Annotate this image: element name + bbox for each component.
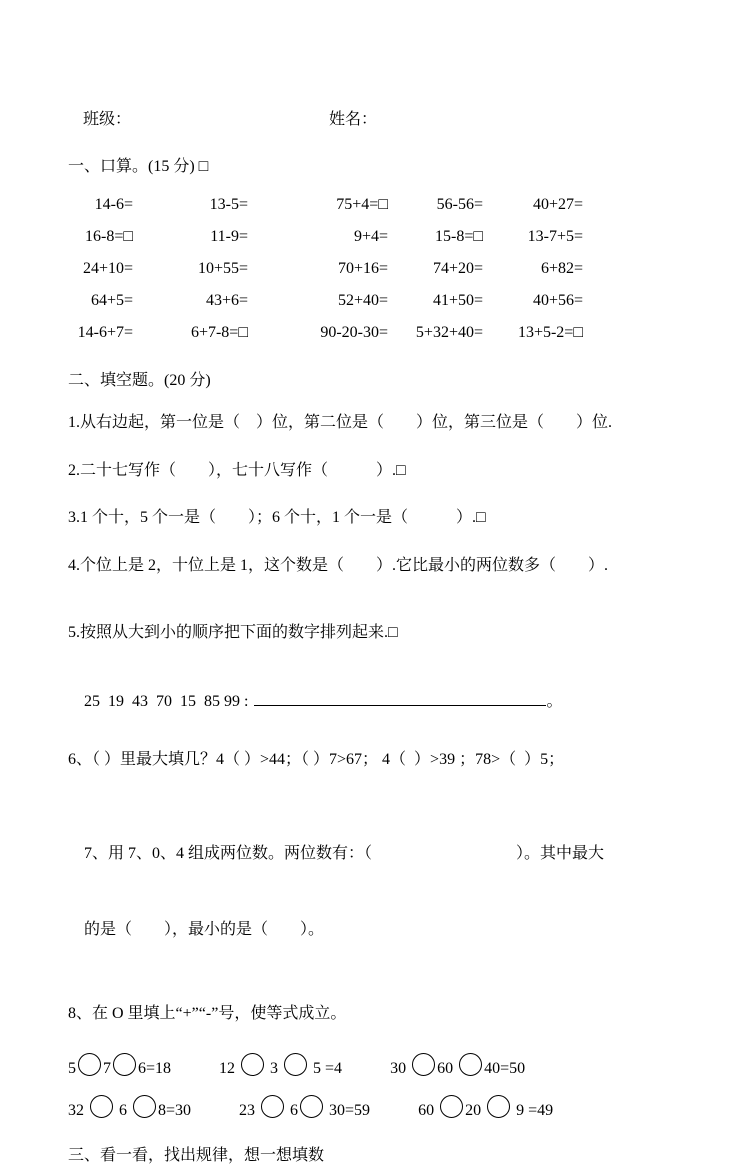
section1-title: 一、口算。(15 分) □ [68, 158, 209, 175]
oral-problem: 11-9= [210, 228, 248, 245]
oral-problem: 75+4=□ [336, 196, 388, 213]
header [68, 106, 681, 129]
oral-row [68, 189, 583, 221]
oral-row [68, 253, 583, 285]
equation: 30 60 40=50 [390, 1050, 525, 1084]
operator-circle [90, 1095, 113, 1118]
fill-item-7-line2: 的是（ ），最小的是（ ）。 [84, 920, 325, 938]
oral-problem: 16-8=□ [84, 228, 133, 245]
section2-title: 二、填空题。(20 分) [68, 372, 211, 389]
oral-problem: 90-20-30= [320, 324, 388, 341]
equation: 32 6 8=30 [68, 1092, 191, 1126]
oral-calculation-table [68, 189, 583, 349]
number-sequence-row [68, 670, 681, 729]
name-label: 姓名： [329, 111, 378, 128]
oral-problem: 15-8=□ [434, 228, 483, 245]
operator-circle [459, 1053, 482, 1076]
equation: 23 6 30=59 [239, 1092, 370, 1126]
equation: 12 3 5 =4 [219, 1050, 342, 1084]
operator-circle [261, 1095, 284, 1118]
oral-problem: 14-6+7= [77, 324, 133, 341]
equation: 5 7 6=18 [68, 1050, 171, 1084]
oral-problem: 24+10= [82, 260, 133, 277]
equation: 60 20 9 =49 [418, 1092, 553, 1126]
oral-row [68, 285, 583, 317]
fill-item-6: 6、（ ）里最大填几？4（ ）>44；（ ）7>67； 4（ ）>39 ；78>（ ）5； [68, 750, 565, 768]
oral-problem: 43+6= [205, 292, 248, 309]
fill-item-2: 2.二十七写作（ ），七十八写作（ ）.□ [68, 461, 406, 479]
oral-row [68, 317, 583, 349]
answer-blank [254, 691, 546, 706]
oral-problem: 6+7-8=□ [190, 324, 248, 341]
oral-problem: 52+40= [337, 292, 388, 309]
equation-row [68, 1050, 681, 1084]
oral-problem: 40+27= [532, 196, 583, 213]
fill-item-4: 4.个位上是 2，十位上是 1，这个数是（ ）.它比最小的两位数多（ ）. [68, 556, 609, 574]
fill-item-8: 8、在 O 里填上“+”“-”号，使等式成立。 [68, 1004, 347, 1022]
operator-circle [241, 1053, 264, 1076]
equation-row [68, 1092, 681, 1126]
operator-circle [78, 1053, 101, 1076]
operator-circle [133, 1095, 156, 1118]
section3-title: 三、看一看，找出规律，想一想填数 [68, 1147, 325, 1165]
oral-problem: 70+16= [337, 260, 388, 277]
operator-circle [300, 1095, 323, 1118]
oral-problem: 9+4= [353, 228, 388, 245]
fill-item-5: 5.按照从大到小的顺序把下面的数字排列起来.□ [68, 624, 398, 642]
oral-problem: 5+32+40= [415, 324, 483, 341]
class-label: 班级： [83, 111, 132, 128]
sequence-period: 。 [546, 692, 563, 710]
oral-problem: 40+56= [532, 292, 583, 309]
fill-item-3: 3.1 个十，5 个一是（ ）；6 个十，1 个一是（ ）.□ [68, 509, 486, 527]
fill-item-1: 1.从右边起，第一位是（ ）位，第二位是（ ）位，第三位是（ ）位. [68, 414, 613, 431]
operator-circle [412, 1053, 435, 1076]
oral-problem: 56-56= [436, 196, 483, 213]
oral-problem: 13-5= [209, 196, 248, 213]
oral-problem: 13+5-2=□ [517, 324, 583, 341]
oral-table-body [68, 189, 583, 349]
oral-row [68, 221, 583, 253]
operator-circle [284, 1053, 307, 1076]
oral-problem: 6+82= [540, 260, 583, 277]
operator-circle [440, 1095, 463, 1118]
operator-circle [113, 1053, 136, 1076]
fill-item-7-line1: 7、用 7、0、4 组成两位数。两位数有：（ ）。其中最大 [84, 844, 605, 862]
oral-problem: 13-7+5= [527, 228, 583, 245]
oral-problem: 14-6= [94, 196, 133, 213]
oral-problem: 10+55= [197, 260, 248, 277]
operator-circle [487, 1095, 510, 1118]
fill-item-7 [68, 797, 681, 987]
number-sequence: 25 19 43 70 15 85 99 : [84, 692, 249, 710]
oral-problem: 41+50= [432, 292, 483, 309]
oral-problem: 64+5= [90, 292, 133, 309]
oral-problem: 74+20= [432, 260, 483, 277]
